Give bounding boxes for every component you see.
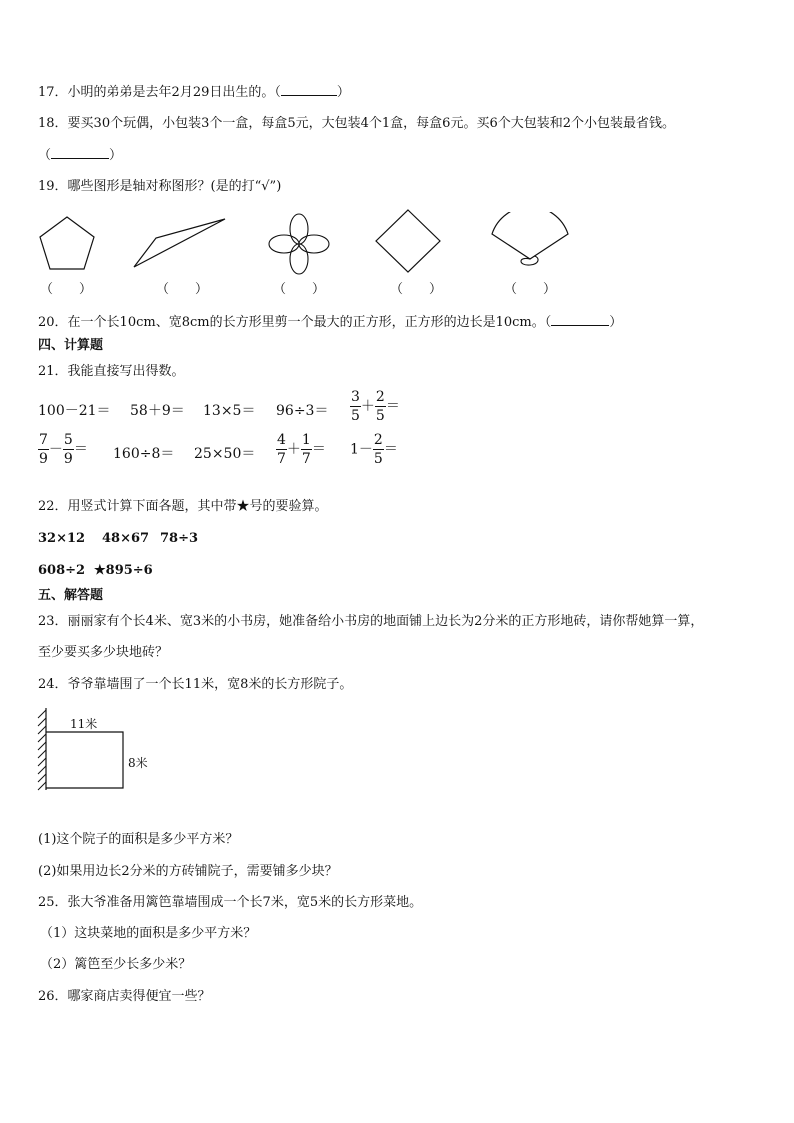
question-25-sub1: （1）这块菜地的面积是多少平方米？ xyxy=(40,926,257,941)
answer-blank-18[interactable] xyxy=(51,146,109,159)
answer-paren-diamond[interactable]: （ ） xyxy=(390,282,443,297)
fraction-expression: $\frac{4}{7}$ ＋ $\frac{1}{7}$ ＝ xyxy=(277,432,326,467)
question-25-sub2: （2）篱笆至少长多少米？ xyxy=(40,957,192,972)
calc-item: 13×5＝ xyxy=(203,403,256,419)
yard-width-label: 8米 xyxy=(128,756,148,770)
calc-item: 608÷2 xyxy=(38,563,86,578)
diamond-figure xyxy=(374,208,442,274)
calc-item: 32×12 xyxy=(38,531,86,546)
fan-figure xyxy=(488,212,572,268)
question-26-text: 26．哪家商店卖得便宜一些？ xyxy=(38,989,211,1004)
fraction-expression: $\frac{7}{9}$ － $\frac{5}{9}$ ＝ xyxy=(39,432,88,467)
four-petal-flower-figure xyxy=(266,213,332,277)
calc-item: 58＋9＝ xyxy=(130,403,185,419)
question-17: 17．小明的弟弟是去年2月29日出生的。（ ） xyxy=(38,85,350,100)
question-23-line1: 23．丽丽家有个长4米、宽3米的小书房，她准备给小书房的地面铺上边长为2分米的正方形地砖，请你帮她算一算， xyxy=(38,614,704,629)
yard-length-label: 11米 xyxy=(70,717,98,731)
question-21-text: 21．我能直接写出得数。 xyxy=(38,364,185,379)
question-18-text: 18．要买30个玩偶，小包装3个一盒，每盒5元，大包装4个1盒，每盒6元。买6个大包装和2个小包装最省钱。 xyxy=(38,116,675,131)
answer-paren-flower[interactable]: （ ） xyxy=(273,282,326,297)
question-20-text: 20．在一个长10cm、宽8cm的长方形里剪一个最大的正方形，正方形的边长是10cm。（ xyxy=(38,315,552,330)
question-17-text: 17．小明的弟弟是去年2月29日出生的。（ xyxy=(38,85,281,100)
question-22-text: 22．用竖式计算下面各题，其中带★号的要验算。 xyxy=(38,499,328,514)
calc-item: 96÷3＝ xyxy=(276,403,329,419)
calc-item: 25×50＝ xyxy=(194,446,256,462)
question-18-answer: （ ） xyxy=(38,148,123,163)
section-4-heading: 四、计算题 xyxy=(38,338,104,353)
fraction-expression: $\frac{3}{5}$ ＋ $\frac{2}{5}$ ＝ xyxy=(351,389,400,424)
fraction-expression: 1－ $\frac{2}{5}$ ＝ xyxy=(350,432,398,467)
question-24-text: 24．爷爷靠墙围了一个长11米，宽8米的长方形院子。 xyxy=(38,677,353,692)
calc-item: 78÷3 xyxy=(160,531,199,546)
question-24-sub2: (2)如果用边长2分米的方砖铺院子，需要铺多少块？ xyxy=(38,864,338,879)
calc-item-starred: ★895÷6 xyxy=(94,563,153,578)
calc-item: 100－21＝ xyxy=(38,403,111,419)
calc-item: 48×67 xyxy=(102,531,150,546)
question-19-text: 19．哪些图形是轴对称图形？(是的打“√”) xyxy=(38,179,282,194)
question-24-sub1: (1)这个院子的面积是多少平方米？ xyxy=(38,832,239,847)
question-20: 20．在一个长10cm、宽8cm的长方形里剪一个最大的正方形，正方形的边长是10cm。（ ） xyxy=(38,315,623,330)
calc-item: 160÷8＝ xyxy=(113,446,175,462)
answer-paren-pentagon[interactable]: （ ） xyxy=(40,282,93,297)
answer-paren-fan[interactable]: （ ） xyxy=(504,282,557,297)
question-25-text: 25．张大爷准备用篱笆靠墙围成一个长7米，宽5米的长方形菜地。 xyxy=(38,895,423,910)
answer-blank-20[interactable] xyxy=(551,313,609,326)
question-23-line2: 至少要买多少块地砖？ xyxy=(38,645,169,660)
section-5-heading: 五、解答题 xyxy=(38,588,104,603)
answer-blank-17[interactable] xyxy=(281,83,337,96)
answer-paren-triangle[interactable]: （ ） xyxy=(156,282,209,297)
pentagon-figure xyxy=(36,214,98,274)
triangle-figure xyxy=(132,216,228,270)
